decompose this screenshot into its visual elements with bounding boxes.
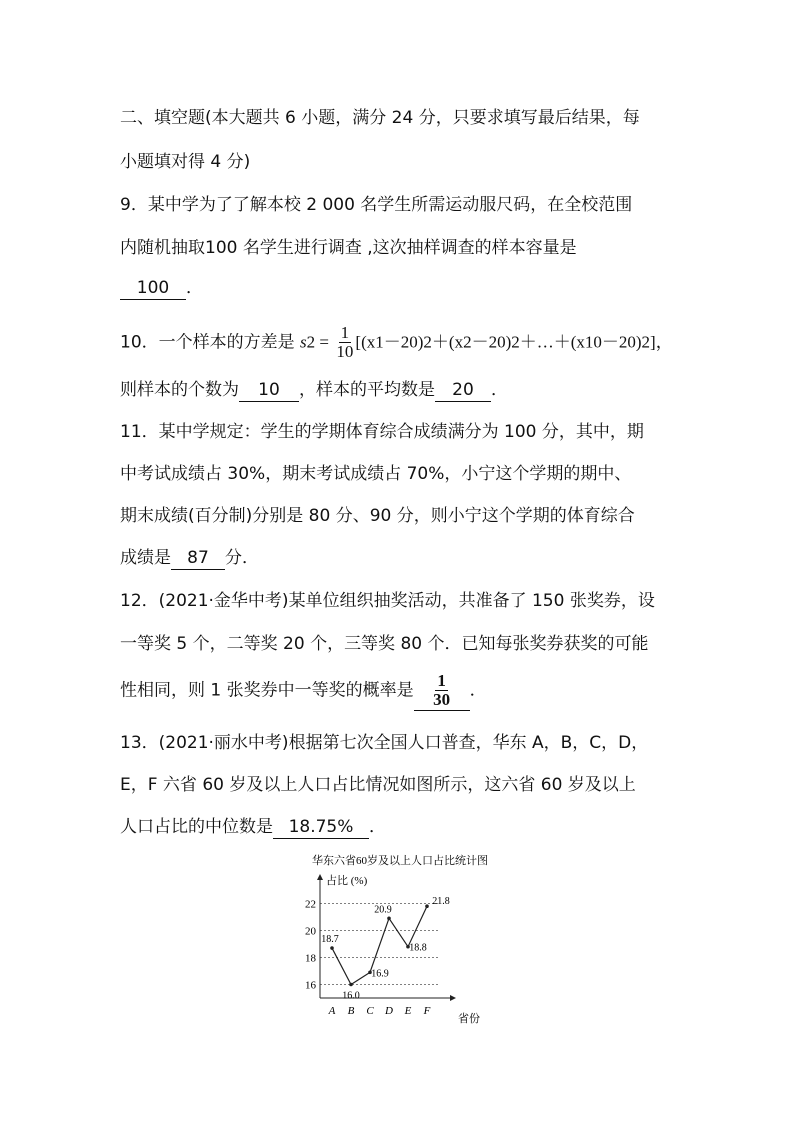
x-axis-arrow: [450, 995, 456, 1001]
q10-formula: [(x1－20)2＋(x2－20)2＋…＋(x10－20)2]，: [355, 332, 673, 352]
q10-eq: 2 =: [306, 332, 330, 352]
data-point: [349, 983, 353, 987]
x-tick-label: E: [404, 1005, 412, 1017]
q11-line4: [120, 546, 259, 570]
data-point: [425, 904, 429, 908]
y-tick-label: 16: [305, 979, 316, 992]
q12-ans-den: 30: [433, 689, 451, 709]
q13-line2: E，F 六省 60 岁及以上人口占比情况如图所示，这六省 60 岁及以上: [120, 775, 636, 795]
q11-line2: 中考试成绩占 30%，期末考试成绩占 70%，小宁这个学期的期中、: [120, 464, 632, 484]
q13-line3-pre: 人口占比的中位数是: [120, 817, 273, 837]
q12-answer-fraction: [433, 672, 450, 709]
x-tick-label: A: [328, 1005, 336, 1017]
q13-line3: [120, 815, 386, 839]
q9-line2: 内随机抽取100 名学生进行调查 ,这次抽样调查的样本容量是: [120, 238, 577, 258]
y-tick-label: 20: [305, 925, 316, 938]
chart-title: 华东六省60岁及以上人口占比统计图: [312, 855, 488, 867]
x-tick-label: B: [347, 1005, 355, 1017]
q12-line3-pre: 性相同，则 1 张奖券中一等奖的概率是: [120, 680, 414, 701]
q10-line1: [120, 324, 673, 361]
section-header-line1: 二、填空题(本大题共 6 小题，满分 24 分，只要求填写最后结果，每: [120, 108, 640, 128]
q11-answer: 87: [171, 547, 225, 570]
chart-categories: [328, 1005, 431, 1017]
q10-answer2: 20: [435, 379, 491, 402]
q12-line1: 12．(2021·金华中考)某单位组织抽奖活动，共准备了 150 张奖券，设: [120, 591, 655, 611]
q10-s: s: [300, 332, 307, 352]
q9-line3: [120, 276, 203, 300]
q12-line3: [120, 670, 487, 711]
chart-ylabel: 占比 (%): [326, 875, 368, 887]
q12-answer: [414, 670, 470, 711]
q11-line1: 11．某中学规定：学生的学期体育综合成绩满分为 100 分，其中，期: [120, 422, 644, 442]
q10-fraction: [336, 324, 353, 361]
data-label: 20.9: [374, 904, 392, 916]
section-header-line2: 小题填对得 4 分): [120, 152, 251, 172]
q11-line3: 期末成绩(百分制)分别是 80 分、90 分，则小宁这个学期的体育综合: [120, 506, 635, 526]
q10-frac-num: 1: [340, 323, 350, 342]
q10-line2-pre: 则样本的个数为: [120, 380, 239, 400]
chart-ticks: [305, 899, 317, 992]
q9-line1: 9．某中学为了了解本校 2 000 名学生所需运动服尺码，在全校范围: [120, 195, 633, 215]
x-tick-label: D: [385, 1005, 393, 1017]
q11-line4-pre: 成绩是: [120, 548, 171, 568]
y-tick-label: 18: [305, 952, 316, 965]
q13-answer: 18.75%: [273, 816, 369, 839]
x-tick-label: C: [366, 1005, 374, 1017]
q10-end: ．: [491, 380, 508, 400]
q12-ans-num: 1: [437, 670, 446, 690]
data-label: 16.9: [371, 968, 389, 980]
q10-pre: 10．一个样本的方差是: [120, 332, 295, 353]
y-axis-arrow: [317, 874, 323, 880]
data-label: 18.8: [409, 942, 427, 954]
q9-end: ．: [186, 278, 203, 298]
q10-frac-den: 10: [336, 342, 354, 361]
q10-line2: [120, 378, 508, 402]
q13-end: ．: [369, 817, 386, 837]
y-tick-label: 22: [305, 898, 316, 911]
chart-xlabel: 省份: [458, 1013, 480, 1025]
chart-svg: [290, 850, 530, 1030]
q11-line4-end: 分．: [225, 548, 259, 568]
population-chart: [290, 850, 530, 1030]
q12-end: ．: [469, 680, 487, 701]
chart-series: [321, 896, 450, 1001]
q12-line2: 一等奖 5 个，二等奖 20 个，三等奖 80 个．已知每张奖券获奖的可能: [120, 634, 649, 654]
data-label: 18.7: [321, 934, 339, 946]
data-label: 16.0: [342, 990, 360, 1002]
x-tick-label: F: [423, 1005, 431, 1017]
data-point: [330, 946, 334, 950]
data-label: 21.8: [432, 896, 450, 908]
data-point: [387, 917, 391, 921]
q10-answer1: 10: [239, 379, 299, 402]
q10-line2-mid: ，样本的平均数是: [299, 380, 435, 400]
q9-answer: 100: [120, 277, 186, 300]
q13-line1: 13．(2021·丽水中考)根据第七次全国人口普查，华东 A，B，C，D，: [120, 733, 649, 753]
